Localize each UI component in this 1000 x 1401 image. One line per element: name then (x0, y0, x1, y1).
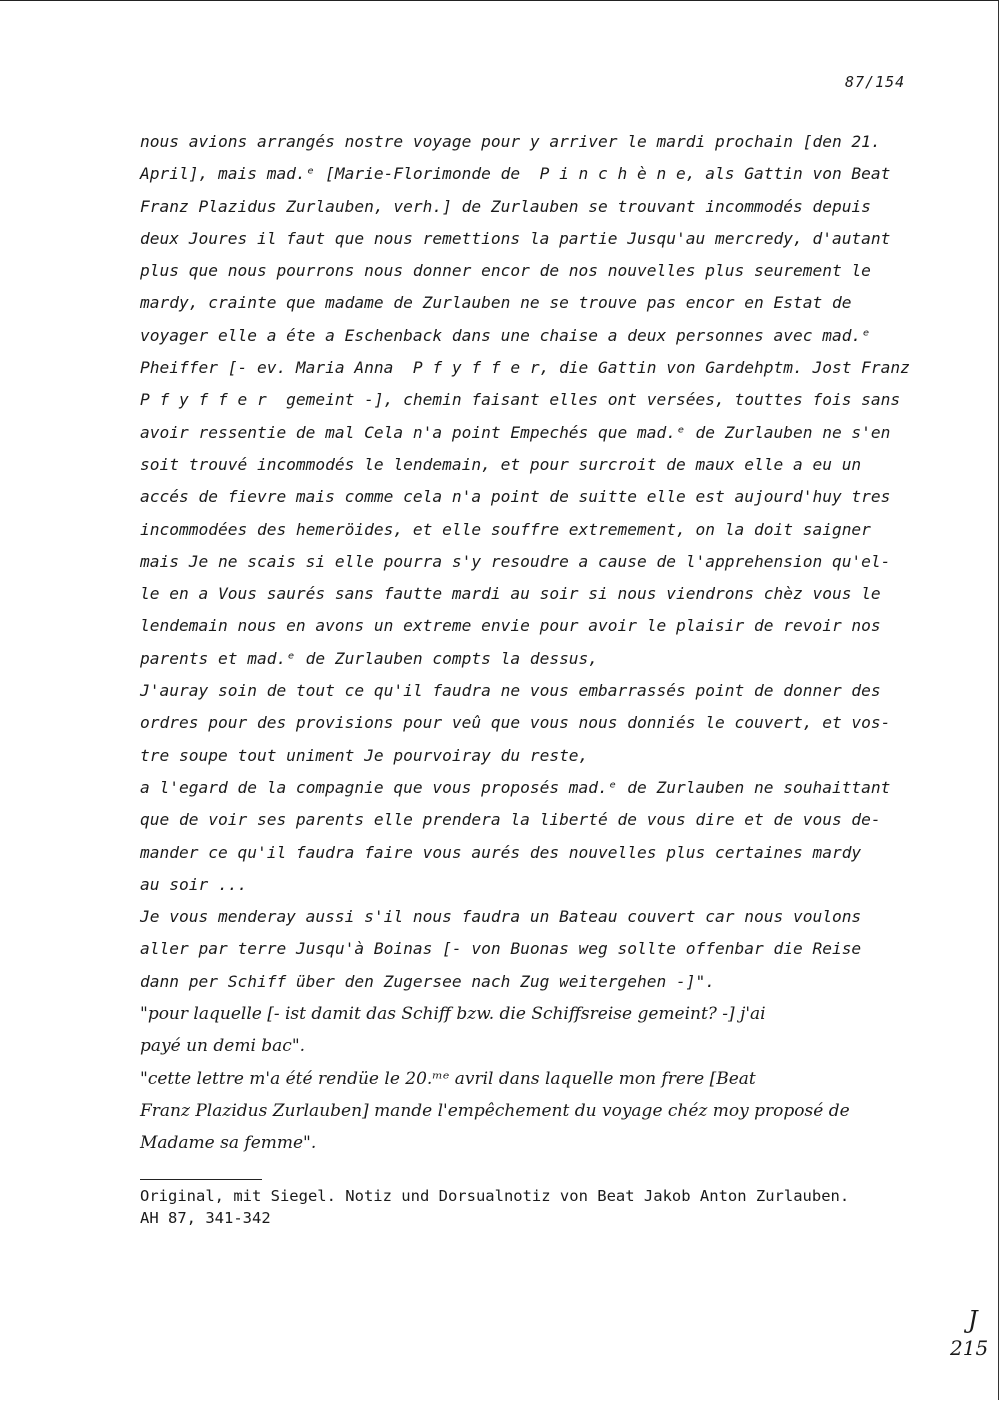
text-line: P f y f f e r gemeint -], chemin faisant elles ont versées, touttes fois sans (140, 390, 901, 410)
footnote-divider (140, 1179, 262, 1180)
handwritten-line: Madame sa femme". (140, 1133, 317, 1154)
text-line: au soir ... (140, 874, 248, 894)
text-line: avoir ressentie de mal Cela n'a point Empechés que mad.ᵉ de Zurlauben ne s'en (140, 422, 891, 442)
text-line: ordres pour des provisions pour veû que vous nous donniés le couvert, et vos- (140, 713, 891, 733)
text-line: accés de fievre mais comme cela n'a point de suitte elle est aujourd'huy tres (140, 487, 891, 507)
folio-number: 215 (950, 1336, 989, 1360)
page-number: 87/154 (845, 73, 906, 91)
text-line: voyager elle a éte a Eschenback dans une chaise a deux personnes avec mad.ᵉ (140, 325, 871, 345)
letter-body (140, 126, 920, 1160)
text-line: Franz Plazidus Zurlauben, verh.] de Zurlauben se trouvant incommodés depuis (140, 196, 871, 216)
text-line: April], mais mad.ᵉ [Marie-Florimonde de P i n c h è n e, als Gattin von Beat (140, 164, 891, 184)
handwritten-folio-mark (940, 1306, 998, 1386)
folio-check-mark: J (968, 1306, 978, 1334)
text-line: parents et mad.ᵉ de Zurlauben compts la dessus, (140, 648, 599, 668)
text-line: nous avions arrangés nostre voyage pour y arriver le mardi prochain [den 21. (140, 132, 881, 151)
text-line: Pheiffer [- ev. Maria Anna P f y f f e r, die Gattin von Gardehptm. Jost Franz (140, 358, 910, 378)
handwritten-line: Franz Plazidus Zurlauben] mande l'empêchement du voyage chéz moy proposé de (140, 1100, 850, 1121)
text-line: le en a Vous saurés sans fautte mardi au soir si nous viendrons chèz vous le (140, 584, 881, 604)
text-line: plus que nous pourrons nous donner encor de nos nouvelles plus seurement le (140, 261, 871, 281)
handwritten-line: payé un demi bac". (140, 1036, 306, 1057)
text-line: Je vous menderay aussi s'il nous faudra un Bateau couvert car nous voulons (140, 907, 862, 927)
text-line: que de voir ses parents elle prendera la liberté de vous dire et de vous de- (140, 810, 881, 830)
text-line: mander ce qu'il faudra faire vous aurés des nouvelles plus certaines mardy (140, 842, 862, 862)
text-line: soit trouvé incommodés le lendemain, et pour surcroit de maux elle a eu un (140, 454, 862, 474)
footnote-line: AH 87, 341-342 (140, 1209, 271, 1227)
text-line: mardy, crainte que madame de Zurlauben ne se trouve pas encor en Estat de (140, 293, 852, 313)
text-line: incommodées des hemeröides, et elle souffre extremement, on la doit saigner (140, 519, 871, 539)
text-line: tre soupe tout uniment Je pourvoiray du reste, (140, 745, 589, 765)
text-line: dann per Schiff über den Zugersee nach Zug weitergehen -]". (140, 971, 715, 991)
text-line: mais Je ne scais si elle pourra s'y resoudre a cause de l'apprehension qu'el- (140, 551, 891, 571)
footnote (140, 1185, 940, 1229)
footnote-line: Original, mit Siegel. Notiz und Dorsualnotiz von Beat Jakob Anton Zurlauben. (140, 1187, 850, 1205)
text-line: a l'egard de la compagnie que vous proposés mad.ᵉ de Zurlauben ne souhaittant (140, 777, 891, 797)
text-line: deux Joures il faut que nous remettions la partie Jusqu'au mercredy, d'autant (140, 228, 891, 248)
handwritten-line: "cette lettre m'a été rendüe le 20.ᵐᵉ avril dans laquelle mon frere [Beat (140, 1068, 756, 1089)
text-line: lendemain nous en avons un extreme envie pour avoir le plaisir de revoir nos (140, 616, 881, 636)
text-line: J'auray soin de tout ce qu'il faudra ne vous embarrassés point de donner des (140, 681, 881, 701)
text-line: aller par terre Jusqu'à Boinas [- von Buonas weg sollte offenbar die Reise (140, 939, 862, 959)
handwritten-line: "pour laquelle [- ist damit das Schiff bzw. die Schiffsreise gemeint? -] j'ai (140, 1004, 766, 1025)
